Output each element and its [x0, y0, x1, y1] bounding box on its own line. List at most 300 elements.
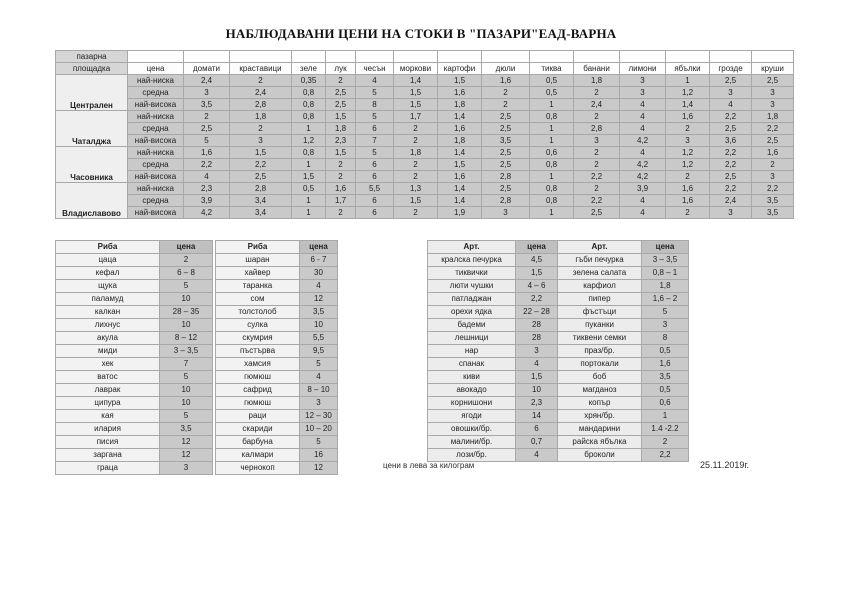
price-value-cell: 4	[620, 111, 666, 123]
price-value-cell: 2	[394, 123, 438, 135]
price-value-cell: 2,5	[482, 111, 530, 123]
price-value-cell: 1,8	[394, 147, 438, 159]
date-label: 25.11.2019г.	[700, 460, 750, 470]
price-value-cell: 4	[620, 147, 666, 159]
price-value-cell: 1	[292, 159, 326, 171]
fish-name-cell: барбуна	[216, 436, 300, 449]
article-name-cell: ягоди	[428, 410, 516, 423]
price-value-cell: 2	[752, 159, 794, 171]
price-value-cell: 4	[620, 99, 666, 111]
product-column-header: чесън	[356, 63, 394, 75]
article-price-cell: 1,5	[516, 267, 558, 280]
article-name-cell: гъби печурка	[558, 254, 642, 267]
price-value-cell: 1,2	[292, 135, 326, 147]
price-value-cell: 5	[356, 87, 394, 99]
price-value-cell: 0,6	[530, 147, 574, 159]
fish-name-cell: лихнус	[56, 319, 160, 332]
article-name-cell: портокали	[558, 358, 642, 371]
fish-name-cell: илария	[56, 423, 160, 436]
article-name-cell: орехи ядка	[428, 306, 516, 319]
price-value-cell: 1	[292, 207, 326, 219]
price-value-cell: 6	[356, 207, 394, 219]
product-column-header: лимони	[620, 63, 666, 75]
price-value-cell: 3,5	[752, 207, 794, 219]
price-value-cell: 1,5	[438, 159, 482, 171]
price-value-cell: 0,8	[292, 147, 326, 159]
product-column-header: картофи	[438, 63, 482, 75]
article-name-cell: фъстъци	[558, 306, 642, 319]
price-level-cell: най-ниска	[128, 147, 184, 159]
price-value-cell: 1,4	[666, 99, 710, 111]
corner-header-top: пазарна	[56, 51, 128, 63]
price-header: цена	[642, 241, 689, 254]
article-price-cell: 10	[516, 384, 558, 397]
price-value-cell: 2	[482, 99, 530, 111]
fish-name-cell: таранка	[216, 280, 300, 293]
price-value-cell: 0,5	[530, 87, 574, 99]
price-value-cell: 2,5	[482, 147, 530, 159]
fish-price-cell: 28 – 35	[160, 306, 213, 319]
header-spacer-cell	[394, 51, 438, 63]
price-value-cell: 1	[292, 123, 326, 135]
price-value-cell: 2,5	[482, 183, 530, 195]
price-value-cell: 2,4	[710, 195, 752, 207]
article-price-cell: 8	[642, 332, 689, 345]
price-value-cell: 1	[530, 135, 574, 147]
header-spacer-cell	[710, 51, 752, 63]
fish-price-cell: 10 – 20	[300, 423, 338, 436]
fish-name-cell: гюмюш	[216, 371, 300, 384]
fish-name-cell: калмари	[216, 449, 300, 462]
articles-prices-table	[427, 240, 689, 462]
fish-name-cell: хек	[56, 358, 160, 371]
price-value-cell: 2,5	[326, 87, 356, 99]
fish-prices-table-1	[55, 240, 213, 475]
fish-price-cell: 3,5	[300, 306, 338, 319]
article-name-cell: спанак	[428, 358, 516, 371]
price-value-cell: 4,2	[184, 207, 230, 219]
article-price-cell: 0,8 – 1	[642, 267, 689, 280]
header-spacer-cell	[356, 51, 394, 63]
price-value-cell: 5	[184, 135, 230, 147]
product-column-header: домати	[184, 63, 230, 75]
article-name-cell: лози/бр.	[428, 449, 516, 462]
article-price-cell: 1,6 – 2	[642, 293, 689, 306]
article-price-cell: 0,6	[642, 397, 689, 410]
product-column-header: грозде	[710, 63, 752, 75]
header-spacer-cell	[752, 51, 794, 63]
article-name-cell: хрян/бр.	[558, 410, 642, 423]
article-name-cell: овошки/бр.	[428, 423, 516, 436]
price-value-cell: 2,5	[710, 123, 752, 135]
fish-name-cell: пъстърва	[216, 345, 300, 358]
header-spacer-cell	[666, 51, 710, 63]
article-name-cell: пипер	[558, 293, 642, 306]
price-value-cell: 2,2	[752, 123, 794, 135]
fish-price-cell: 12	[300, 293, 338, 306]
article-price-cell: 4,5	[516, 254, 558, 267]
article-price-cell: 22 – 28	[516, 306, 558, 319]
fish-name-cell: писия	[56, 436, 160, 449]
header-spacer-cell	[184, 51, 230, 63]
price-value-cell: 2	[230, 123, 292, 135]
price-value-cell: 6	[356, 195, 394, 207]
price-value-cell: 1,4	[438, 147, 482, 159]
fish-name-cell: кая	[56, 410, 160, 423]
price-value-cell: 1,6	[482, 75, 530, 87]
article-price-cell: 28	[516, 319, 558, 332]
fish-price-cell: 5	[300, 436, 338, 449]
price-value-cell: 2,8	[230, 99, 292, 111]
price-value-cell: 2,5	[482, 159, 530, 171]
price-value-cell: 0,35	[292, 75, 326, 87]
fish-name-cell: паламуд	[56, 293, 160, 306]
article-name-cell: патладжан	[428, 293, 516, 306]
article-name-cell: кралска печурка	[428, 254, 516, 267]
price-value-cell: 2,2	[574, 195, 620, 207]
price-value-cell: 1,8	[574, 75, 620, 87]
price-value-cell: 2,2	[710, 183, 752, 195]
article-price-cell: 0,7	[516, 436, 558, 449]
fish-name-cell: сафрид	[216, 384, 300, 397]
price-value-cell: 0,8	[530, 183, 574, 195]
price-value-cell: 2,5	[752, 75, 794, 87]
fish-name-cell: ватос	[56, 371, 160, 384]
price-value-cell: 2	[574, 147, 620, 159]
price-value-cell: 0,8	[292, 111, 326, 123]
article-price-cell: 14	[516, 410, 558, 423]
price-header: цена	[516, 241, 558, 254]
price-value-cell: 3	[710, 87, 752, 99]
header-spacer-cell	[530, 51, 574, 63]
fish-name-cell: щука	[56, 280, 160, 293]
fish-prices-table-2	[215, 240, 338, 475]
article-name-cell: люти чушки	[428, 280, 516, 293]
price-value-cell: 1,5	[394, 99, 438, 111]
price-value-cell: 2,5	[482, 123, 530, 135]
article-name-cell: зелена салата	[558, 267, 642, 280]
price-value-cell: 4	[620, 207, 666, 219]
price-value-cell: 1,2	[666, 147, 710, 159]
article-price-cell: 3	[642, 319, 689, 332]
price-value-cell: 1	[530, 171, 574, 183]
price-value-cell: 4	[356, 75, 394, 87]
fish-price-cell: 5,5	[300, 332, 338, 345]
article-name-cell: корнишони	[428, 397, 516, 410]
price-value-cell: 1,6	[438, 171, 482, 183]
fish-price-cell: 10	[160, 384, 213, 397]
price-value-cell: 1,8	[438, 135, 482, 147]
fish-price-cell: 10	[160, 319, 213, 332]
price-value-cell: 1,5	[438, 75, 482, 87]
fish-name-cell: чернокоп	[216, 462, 300, 475]
price-value-cell: 2,3	[326, 135, 356, 147]
price-value-cell: 3,4	[230, 207, 292, 219]
price-value-cell: 3,9	[620, 183, 666, 195]
price-value-cell: 2,2	[184, 159, 230, 171]
price-level-cell: най-висока	[128, 171, 184, 183]
price-value-cell: 5	[356, 111, 394, 123]
price-value-cell: 1	[292, 195, 326, 207]
article-name-cell: карфиол	[558, 280, 642, 293]
article-name-cell: тиквени семки	[558, 332, 642, 345]
name-header: Риба	[216, 241, 300, 254]
price-value-cell: 2	[574, 159, 620, 171]
article-name-cell: райска ябълка	[558, 436, 642, 449]
article-name-cell: малини/бр.	[428, 436, 516, 449]
price-value-cell: 3,5	[482, 135, 530, 147]
article-price-cell: 1,6	[642, 358, 689, 371]
fish-price-cell: 10	[300, 319, 338, 332]
price-value-cell: 2,4	[184, 75, 230, 87]
article-price-cell: 2	[642, 436, 689, 449]
price-level-cell: най-висока	[128, 99, 184, 111]
fish-price-cell: 16	[300, 449, 338, 462]
price-value-cell: 2,2	[710, 111, 752, 123]
price-value-cell: 4,2	[620, 135, 666, 147]
price-value-cell: 2	[666, 207, 710, 219]
fish-price-cell: 8 – 10	[300, 384, 338, 397]
price-value-cell: 2,4	[230, 87, 292, 99]
price-value-cell: 2,2	[574, 171, 620, 183]
fish-price-cell: 7	[160, 358, 213, 371]
price-value-cell: 0,8	[292, 99, 326, 111]
name-header: Арт.	[428, 241, 516, 254]
fish-price-cell: 10	[160, 293, 213, 306]
price-value-cell: 3,4	[230, 195, 292, 207]
price-value-cell: 1,6	[438, 123, 482, 135]
price-value-cell: 6	[356, 123, 394, 135]
price-value-cell: 0,8	[530, 159, 574, 171]
price-value-cell: 0,5	[292, 183, 326, 195]
price-value-cell: 1,8	[752, 111, 794, 123]
article-name-cell: тиквички	[428, 267, 516, 280]
price-value-cell: 3,5	[184, 99, 230, 111]
price-value-cell: 1,6	[666, 195, 710, 207]
price-value-cell: 2,3	[184, 183, 230, 195]
price-value-cell: 2	[230, 75, 292, 87]
price-value-cell: 1	[530, 123, 574, 135]
price-value-cell: 1,6	[752, 147, 794, 159]
fish-price-cell: 5	[160, 410, 213, 423]
article-name-cell: нар	[428, 345, 516, 358]
price-value-cell: 2,5	[752, 135, 794, 147]
market-prices-table	[55, 50, 794, 219]
price-value-cell: 2	[482, 87, 530, 99]
price-value-cell: 0,8	[530, 111, 574, 123]
price-value-cell: 1,5	[394, 87, 438, 99]
page-title: НАБЛЮДАВАНИ ЦЕНИ НА СТОКИ В "ПАЗАРИ"ЕАД-ВАРНА	[225, 26, 617, 41]
market-name-cell: Часовника	[56, 147, 128, 183]
price-header: цена	[300, 241, 338, 254]
article-name-cell: копър	[558, 397, 642, 410]
price-value-cell: 2	[574, 87, 620, 99]
fish-price-cell: 3	[300, 397, 338, 410]
price-value-cell: 1,6	[326, 183, 356, 195]
price-value-cell: 2,2	[710, 147, 752, 159]
price-level-cell: най-ниска	[128, 75, 184, 87]
fish-price-cell: 3 – 3,5	[160, 345, 213, 358]
fish-price-cell: 12	[160, 436, 213, 449]
price-level-cell: средна	[128, 123, 184, 135]
fish-name-cell: хайвер	[216, 267, 300, 280]
market-name-cell: Владиславово	[56, 183, 128, 219]
price-value-cell: 2,2	[710, 159, 752, 171]
price-value-cell: 1,5	[230, 147, 292, 159]
fish-name-cell: хамсия	[216, 358, 300, 371]
corner-header-bottom: площадка	[56, 63, 128, 75]
header-spacer-cell	[574, 51, 620, 63]
price-value-cell: 3	[666, 135, 710, 147]
fish-price-cell: 9,5	[300, 345, 338, 358]
product-column-header: зеле	[292, 63, 326, 75]
price-value-cell: 3	[482, 207, 530, 219]
article-price-cell: 3	[516, 345, 558, 358]
price-value-cell: 2	[666, 171, 710, 183]
header-spacer-cell	[128, 51, 184, 63]
price-value-cell: 1,6	[184, 147, 230, 159]
price-level-cell: средна	[128, 195, 184, 207]
fish-name-cell: калкан	[56, 306, 160, 319]
article-price-cell: 1.4 -2.2	[642, 423, 689, 436]
fish-price-cell: 30	[300, 267, 338, 280]
fish-price-cell: 12 – 30	[300, 410, 338, 423]
price-value-cell: 3	[752, 87, 794, 99]
price-value-cell: 4	[710, 99, 752, 111]
price-value-cell: 2	[394, 135, 438, 147]
price-value-cell: 3	[752, 99, 794, 111]
header-spacer-cell	[292, 51, 326, 63]
price-value-cell: 1,5	[326, 147, 356, 159]
article-name-cell: авокадо	[428, 384, 516, 397]
article-price-cell: 4	[516, 449, 558, 462]
price-level-cell: средна	[128, 87, 184, 99]
article-price-cell: 3,5	[642, 371, 689, 384]
fish-price-cell: 6 – 8	[160, 267, 213, 280]
price-value-cell: 1,4	[438, 111, 482, 123]
price-value-cell: 1,8	[438, 99, 482, 111]
price-value-cell: 6	[356, 171, 394, 183]
fish-price-cell: 2	[160, 254, 213, 267]
price-value-cell: 1,8	[230, 111, 292, 123]
unit-note: цени в лева за килограм	[383, 461, 475, 470]
price-value-cell: 2	[574, 111, 620, 123]
article-price-cell: 0,5	[642, 384, 689, 397]
article-price-cell: 3 – 3,5	[642, 254, 689, 267]
article-name-cell: пуканки	[558, 319, 642, 332]
price-value-cell: 2	[326, 171, 356, 183]
fish-price-cell: 8 – 12	[160, 332, 213, 345]
product-column-header: банани	[574, 63, 620, 75]
price-value-cell: 2	[326, 159, 356, 171]
price-value-cell: 2,4	[574, 99, 620, 111]
price-value-cell: 3,9	[184, 195, 230, 207]
fish-price-cell: 10	[160, 397, 213, 410]
fish-price-cell: 5	[300, 358, 338, 371]
article-price-cell: 2,2	[516, 293, 558, 306]
article-price-cell: 28	[516, 332, 558, 345]
price-value-cell: 1,6	[666, 111, 710, 123]
price-value-cell: 4	[620, 123, 666, 135]
fish-name-cell: скариди	[216, 423, 300, 436]
fish-name-cell: толстолоб	[216, 306, 300, 319]
fish-name-cell: цаца	[56, 254, 160, 267]
price-value-cell: 3	[710, 207, 752, 219]
price-value-cell: 0,5	[530, 75, 574, 87]
header-spacer-cell	[482, 51, 530, 63]
price-value-cell: 3,6	[710, 135, 752, 147]
price-value-cell: 2,5	[710, 171, 752, 183]
price-value-cell: 2	[184, 111, 230, 123]
fish-name-cell: заргана	[56, 449, 160, 462]
price-value-cell: 2,5	[574, 207, 620, 219]
product-column-header: ябълки	[666, 63, 710, 75]
name-header: Арт.	[558, 241, 642, 254]
price-value-cell: 4,2	[620, 159, 666, 171]
price-value-cell: 1,6	[666, 183, 710, 195]
fish-price-cell: 3,5	[160, 423, 213, 436]
price-value-cell: 2	[666, 123, 710, 135]
article-price-cell: 6	[516, 423, 558, 436]
fish-price-cell: 4	[300, 371, 338, 384]
price-value-cell: 1,7	[326, 195, 356, 207]
header-spacer-cell	[620, 51, 666, 63]
price-value-cell: 3	[620, 87, 666, 99]
price-level-cell: най-висока	[128, 135, 184, 147]
fish-name-cell: сом	[216, 293, 300, 306]
fish-name-cell: раци	[216, 410, 300, 423]
article-price-cell: 1	[642, 410, 689, 423]
price-value-cell: 1,3	[394, 183, 438, 195]
article-name-cell: киви	[428, 371, 516, 384]
price-value-cell: 1,5	[326, 111, 356, 123]
fish-price-cell: 6 - 7	[300, 254, 338, 267]
price-value-cell: 2	[394, 159, 438, 171]
price-value-cell: 2,2	[752, 183, 794, 195]
fish-name-cell: скумрия	[216, 332, 300, 345]
price-value-cell: 1,9	[438, 207, 482, 219]
price-value-cell: 2	[574, 183, 620, 195]
price-value-cell: 3	[620, 75, 666, 87]
fish-name-cell: миди	[56, 345, 160, 358]
price-value-cell: 5,5	[356, 183, 394, 195]
price-value-cell: 4	[620, 195, 666, 207]
price-value-cell: 2,5	[326, 99, 356, 111]
fish-name-cell: лаврак	[56, 384, 160, 397]
price-header: цена	[160, 241, 213, 254]
header-spacer-cell	[438, 51, 482, 63]
article-name-cell: бадеми	[428, 319, 516, 332]
price-value-cell: 5	[356, 147, 394, 159]
fish-price-cell: 12	[300, 462, 338, 475]
article-name-cell: праз/бр.	[558, 345, 642, 358]
price-value-cell: 1,8	[326, 123, 356, 135]
price-level-cell: най-ниска	[128, 183, 184, 195]
product-column-header: дюли	[482, 63, 530, 75]
fish-name-cell: гюмюш	[216, 397, 300, 410]
price-value-cell: 2	[394, 171, 438, 183]
article-name-cell: броколи	[558, 449, 642, 462]
article-name-cell: мандарини	[558, 423, 642, 436]
price-level-cell: най-ниска	[128, 111, 184, 123]
fish-name-cell: акула	[56, 332, 160, 345]
price-value-cell: 6	[356, 159, 394, 171]
article-name-cell: магданоз	[558, 384, 642, 397]
price-value-cell: 2,5	[710, 75, 752, 87]
article-price-cell: 0,5	[642, 345, 689, 358]
price-value-cell: 1,5	[292, 171, 326, 183]
price-value-cell: 2,5	[184, 123, 230, 135]
